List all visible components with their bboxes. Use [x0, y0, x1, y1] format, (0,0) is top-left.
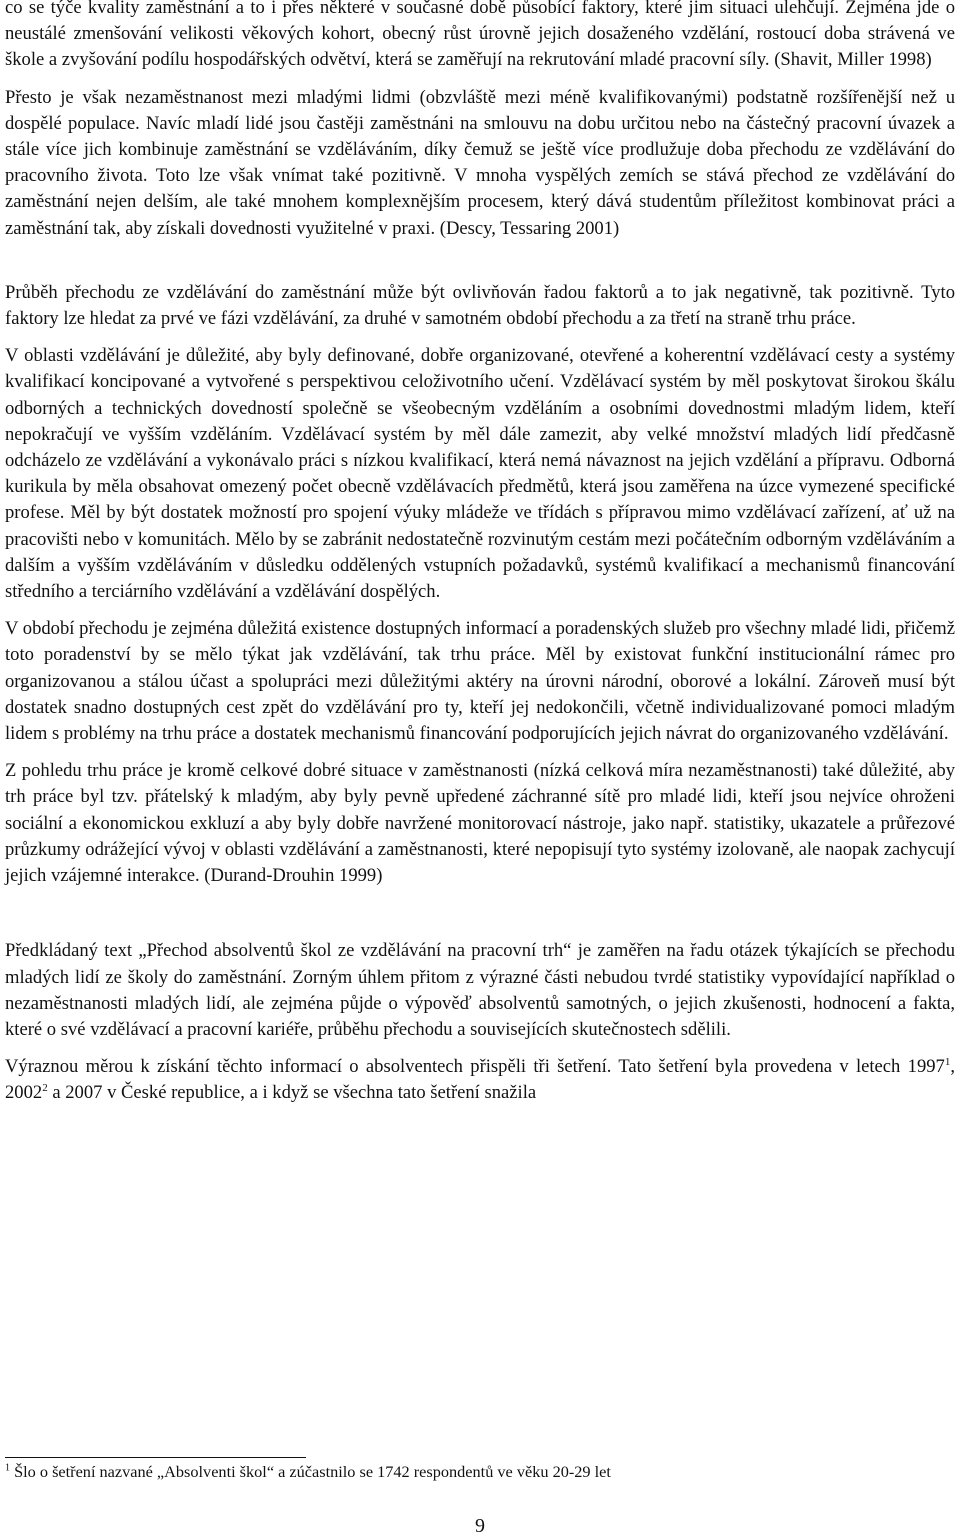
footnote-text: Šlo o šetření nazvané „Absolventi škol“ a zúčastnilo se 1742 respondentů ve věku 20-29 let	[10, 1462, 611, 1481]
paragraph-7: Předkládaný text „Přechod absolventů škol ze vzdělávání na pracovní trh“ je zaměřen na řadu otázek týkajících se přechodu mladých lidí ze školy do zaměstnání. Zorným úhlem přitom z výrazné části nebudou tvrdé statistiky vypovídající například o nezaměstnanosti mladých lidí, ale zejména půjde o výpověď absolventů samotných, o jejich zkušenosti, hodnocení a fakta, které o své vzdělávací a pracovní kariéře, průběhu přechodu a souvisejících skutečnostech sdělili.	[5, 940, 955, 1040]
document-page	[5, 0, 955, 1537]
paragraph-8-part-2: , 2002	[5, 1056, 955, 1104]
paragraph-5: V období přechodu je zejména důležitá existence dostupných informací a poradenských služeb pro všechny mladé lidi, přičemž toto poradenství by se mělo týkat jak vzdělávání, tak trhu práce. Měl by existovat funkční institucionální rámec pro organizovanou a stálou účast a spolupráci mezi důležitými aktéry na úrovni národní, oborové a lokální. Zároveň musí být dostatek snadno dostupných cest zpět do vzdělávání pro ty, kteří jej nedokončili, včetně individualizované pomoci mladým lidem s problémy na trhu práce a dostatek mechanismů financování podporujících jejich návrat do organizovaného vzdělávání.	[5, 618, 955, 745]
page-number: 9	[475, 1515, 485, 1537]
paragraph-3: Průběh přechodu ze vzdělávání do zaměstnání může být ovlivňován řadou faktorů a to jak negativně, tak pozitivně. Tyto faktory lze hledat za prvé ve fázi vzdělávání, za druhé v samotném období přechodu a za třetí na straně trhu práce.	[5, 281, 955, 330]
footnote-ref-2: 2	[42, 1082, 48, 1095]
paragraph-8-part-1: Výraznou měrou k získání těchto informací o absolventech přispěli tři šetření. Tato šetření byla provedena v letech 1997	[5, 1056, 945, 1078]
footnote	[5, 1462, 611, 1482]
paragraph-2: Přesto je však nezaměstnanost mezi mladými lidmi (obzvláště mezi méně kvalifikovanými) podstatně rozšířenější než u dospělé populace. Navíc mladí lidé jsou častěji zaměstnáni na smlouvu na dobu určitou nebo na částečný pracovní úvazek a stále více jich kombinuje zaměstnání se vzděláváním, díky čemuž se ještě více prodlužuje doba přechodu ze vzdělávání do pracovního života. Toto lze však vnímat také pozitivně. V mnoha vyspělých zemích se stává přechod ze vzdělávání do zaměstnání nejen delším, ale také mnohem komplexnějším procesem, který dává studentům příležitost kombinovat práci a zaměstnání tak, aby získali dovednosti využitelné v praxi. (Descy, Tessaring 2001)	[5, 86, 955, 239]
paragraph-4: V oblasti vzdělávání je důležité, aby byly definované, dobře organizované, otevřené a koherentní vzdělávací cesty a systémy kvalifikací koncipované a vytvořené s perspektivou celoživotního učení. Vzdělávací systém by měl poskytovat širokou škálu odborných a technických dovedností společně se všeobecným vzděláním a osobními dovednostmi mladým lidem, kteří nepokračují ve vyšším vzděláním. Vzdělávací systém by měl dále zamezit, aby velké množství mladých lidí předčasně odcházelo ze vzdělávání a vykonávalo práci s nízkou kvalifikací, která nemá návaznost na jejich vzdělání a přípravu. Odborná kurikula by měla obsahovat omezený počet obecně vzdělávacích předmětů, která jsou zaměřena na úzce vymezené specifické profese. Měl by být dostatek možností pro spojení výuky mládeže ve třídách s přípravou mimo vzdělávací zařízení, ať už na pracovišti nebo v komunitách. Mělo by se zabránit nedostatečně rozvinutým cestám mezi počátečním odborným vzděláváním a dalším a vyšším vzděláváním v důsledku oddělených vstupních požadavků, systémů kvalifikací a mechanismů financování středního a terciárního vzdělávání a vzdělávání dospělých.	[5, 345, 955, 603]
paragraph-8	[5, 1054, 955, 1106]
paragraph-6: Z pohledu trhu práce je kromě celkové dobré situace v zaměstnanosti (nízká celková míra nezaměstnanosti) také důležité, aby trh práce byl tzv. přátelský k mladým, aby byly pevně upředené záchranné sítě pro mladé lidi, kteří jsou nejvíce ohroženi sociální a ekonomickou exkluzí a aby byly dobře navržené monitorovací nástroje, jako např. statistiky, ukazatele a průřezové průzkumy odrážející vývoj v oblasti vzdělávání a zaměstnanosti, které nepopisují tyto systémy izolovaně, ale naopak zachycují jejich vzájemné interakce. (Durand-Drouhin 1999)	[5, 760, 955, 887]
footnote-marker: 1	[5, 1462, 10, 1474]
footnote-ref-1: 1	[944, 1055, 951, 1068]
paragraph-1: co se týče kvality zaměstnání a to i přes některé v současné době působící faktory, které jim situaci ulehčují. Zejména jde o neustálé zmenšování velikosti věkových kohort, obecný růst úrovně jejich dosaženého vzdělání, rostoucí doba strávená ve škole a zvyšování podílu hospodářských odvětví, která se zaměřují na rekrutování mladé pracovní síly. (Shavit, Miller 1998)	[5, 0, 955, 71]
footnote-divider	[5, 1457, 306, 1458]
paragraph-8-part-3: a 2007 v České republice, a i když se všechna tato šetření snažila	[47, 1082, 537, 1104]
